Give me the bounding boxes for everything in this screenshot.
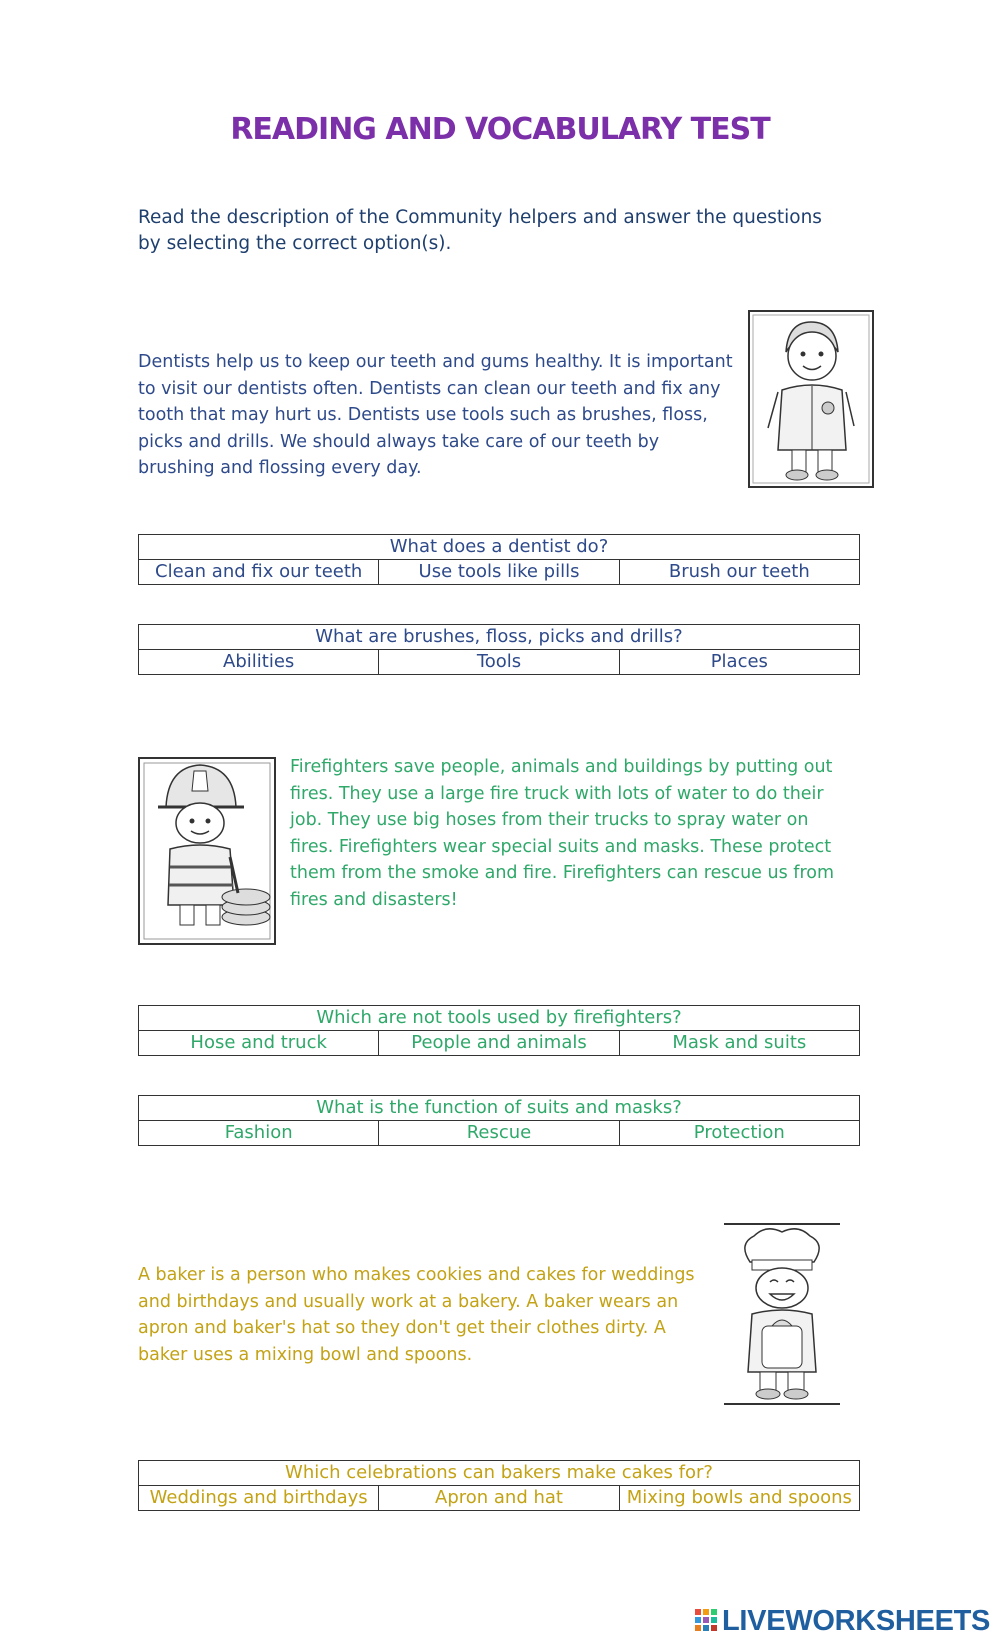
question-text: Which celebrations can bakers make cakes for?: [139, 1461, 860, 1486]
answer-option[interactable]: Places: [619, 650, 859, 675]
firefighter-question-1: [138, 1005, 860, 1056]
question-text: Which are not tools used by firefighters?: [139, 1006, 860, 1031]
answer-option[interactable]: Hose and truck: [139, 1031, 379, 1056]
answer-option[interactable]: Mixing bowls and spoons: [619, 1486, 859, 1511]
baker-question-1: [138, 1460, 860, 1511]
answer-option[interactable]: Use tools like pills: [379, 560, 619, 585]
firefighter-paragraph: Firefighters save people, animals and buildings by putting out fires. They use a large fire truck with lots of water to do their job. They use big hoses from their trucks to spray water on fires. Firefighters wear special suits and masks. These protect them from the smoke and fire. Firefighters can rescue us from fires and disasters!: [290, 757, 835, 910]
answer-option[interactable]: Protection: [619, 1121, 859, 1146]
answer-option[interactable]: Rescue: [379, 1121, 619, 1146]
firefighter-question-2: [138, 1095, 860, 1146]
answer-option[interactable]: People and animals: [379, 1031, 619, 1056]
answer-option[interactable]: Fashion: [139, 1121, 379, 1146]
dentist-paragraph: Dentists help us to keep our teeth and gums healthy. It is important to visit our dentists often. Dentists can clean our teeth and fix any tooth that may hurt us. Dentists use tools such as brushes, floss, picks and drills. We should always take care of our teeth by brushing and flossing every day.: [138, 352, 733, 478]
answer-option[interactable]: Mask and suits: [619, 1031, 859, 1056]
answer-option[interactable]: Tools: [379, 650, 619, 675]
dentist-illustration: [748, 310, 874, 488]
question-text: What does a dentist do?: [139, 535, 860, 560]
worksheet-title: READING AND VOCABULARY TEST: [230, 112, 770, 147]
firefighter-illustration: [138, 757, 276, 945]
answer-option[interactable]: Abilities: [139, 650, 379, 675]
logo-icon: [695, 1609, 717, 1633]
answer-option[interactable]: Apron and hat: [379, 1486, 619, 1511]
baker-paragraph: A baker is a person who makes cookies and cakes for weddings and birthdays and usually work at a bakery. A baker wears an apron and baker's hat so they don't get their clothes dirty. A baker uses a mixing bowl and spoons.: [138, 1265, 695, 1365]
logo-text: LIVEWORKSHEETS: [722, 1604, 991, 1637]
answer-option[interactable]: Clean and fix our teeth: [139, 560, 379, 585]
answer-option[interactable]: Brush our teeth: [619, 560, 859, 585]
instructions: Read the description of the Community helpers and answer the questions by selecting the correct option(s).: [138, 207, 822, 254]
dentist-question-1: [138, 534, 860, 585]
answer-option[interactable]: Weddings and birthdays: [139, 1486, 379, 1511]
liveworksheets-logo: [695, 1606, 990, 1636]
question-text: What is the function of suits and masks?: [139, 1096, 860, 1121]
question-text: What are brushes, floss, picks and drills?: [139, 625, 860, 650]
baker-illustration: [722, 1222, 842, 1407]
dentist-question-2: [138, 624, 860, 675]
